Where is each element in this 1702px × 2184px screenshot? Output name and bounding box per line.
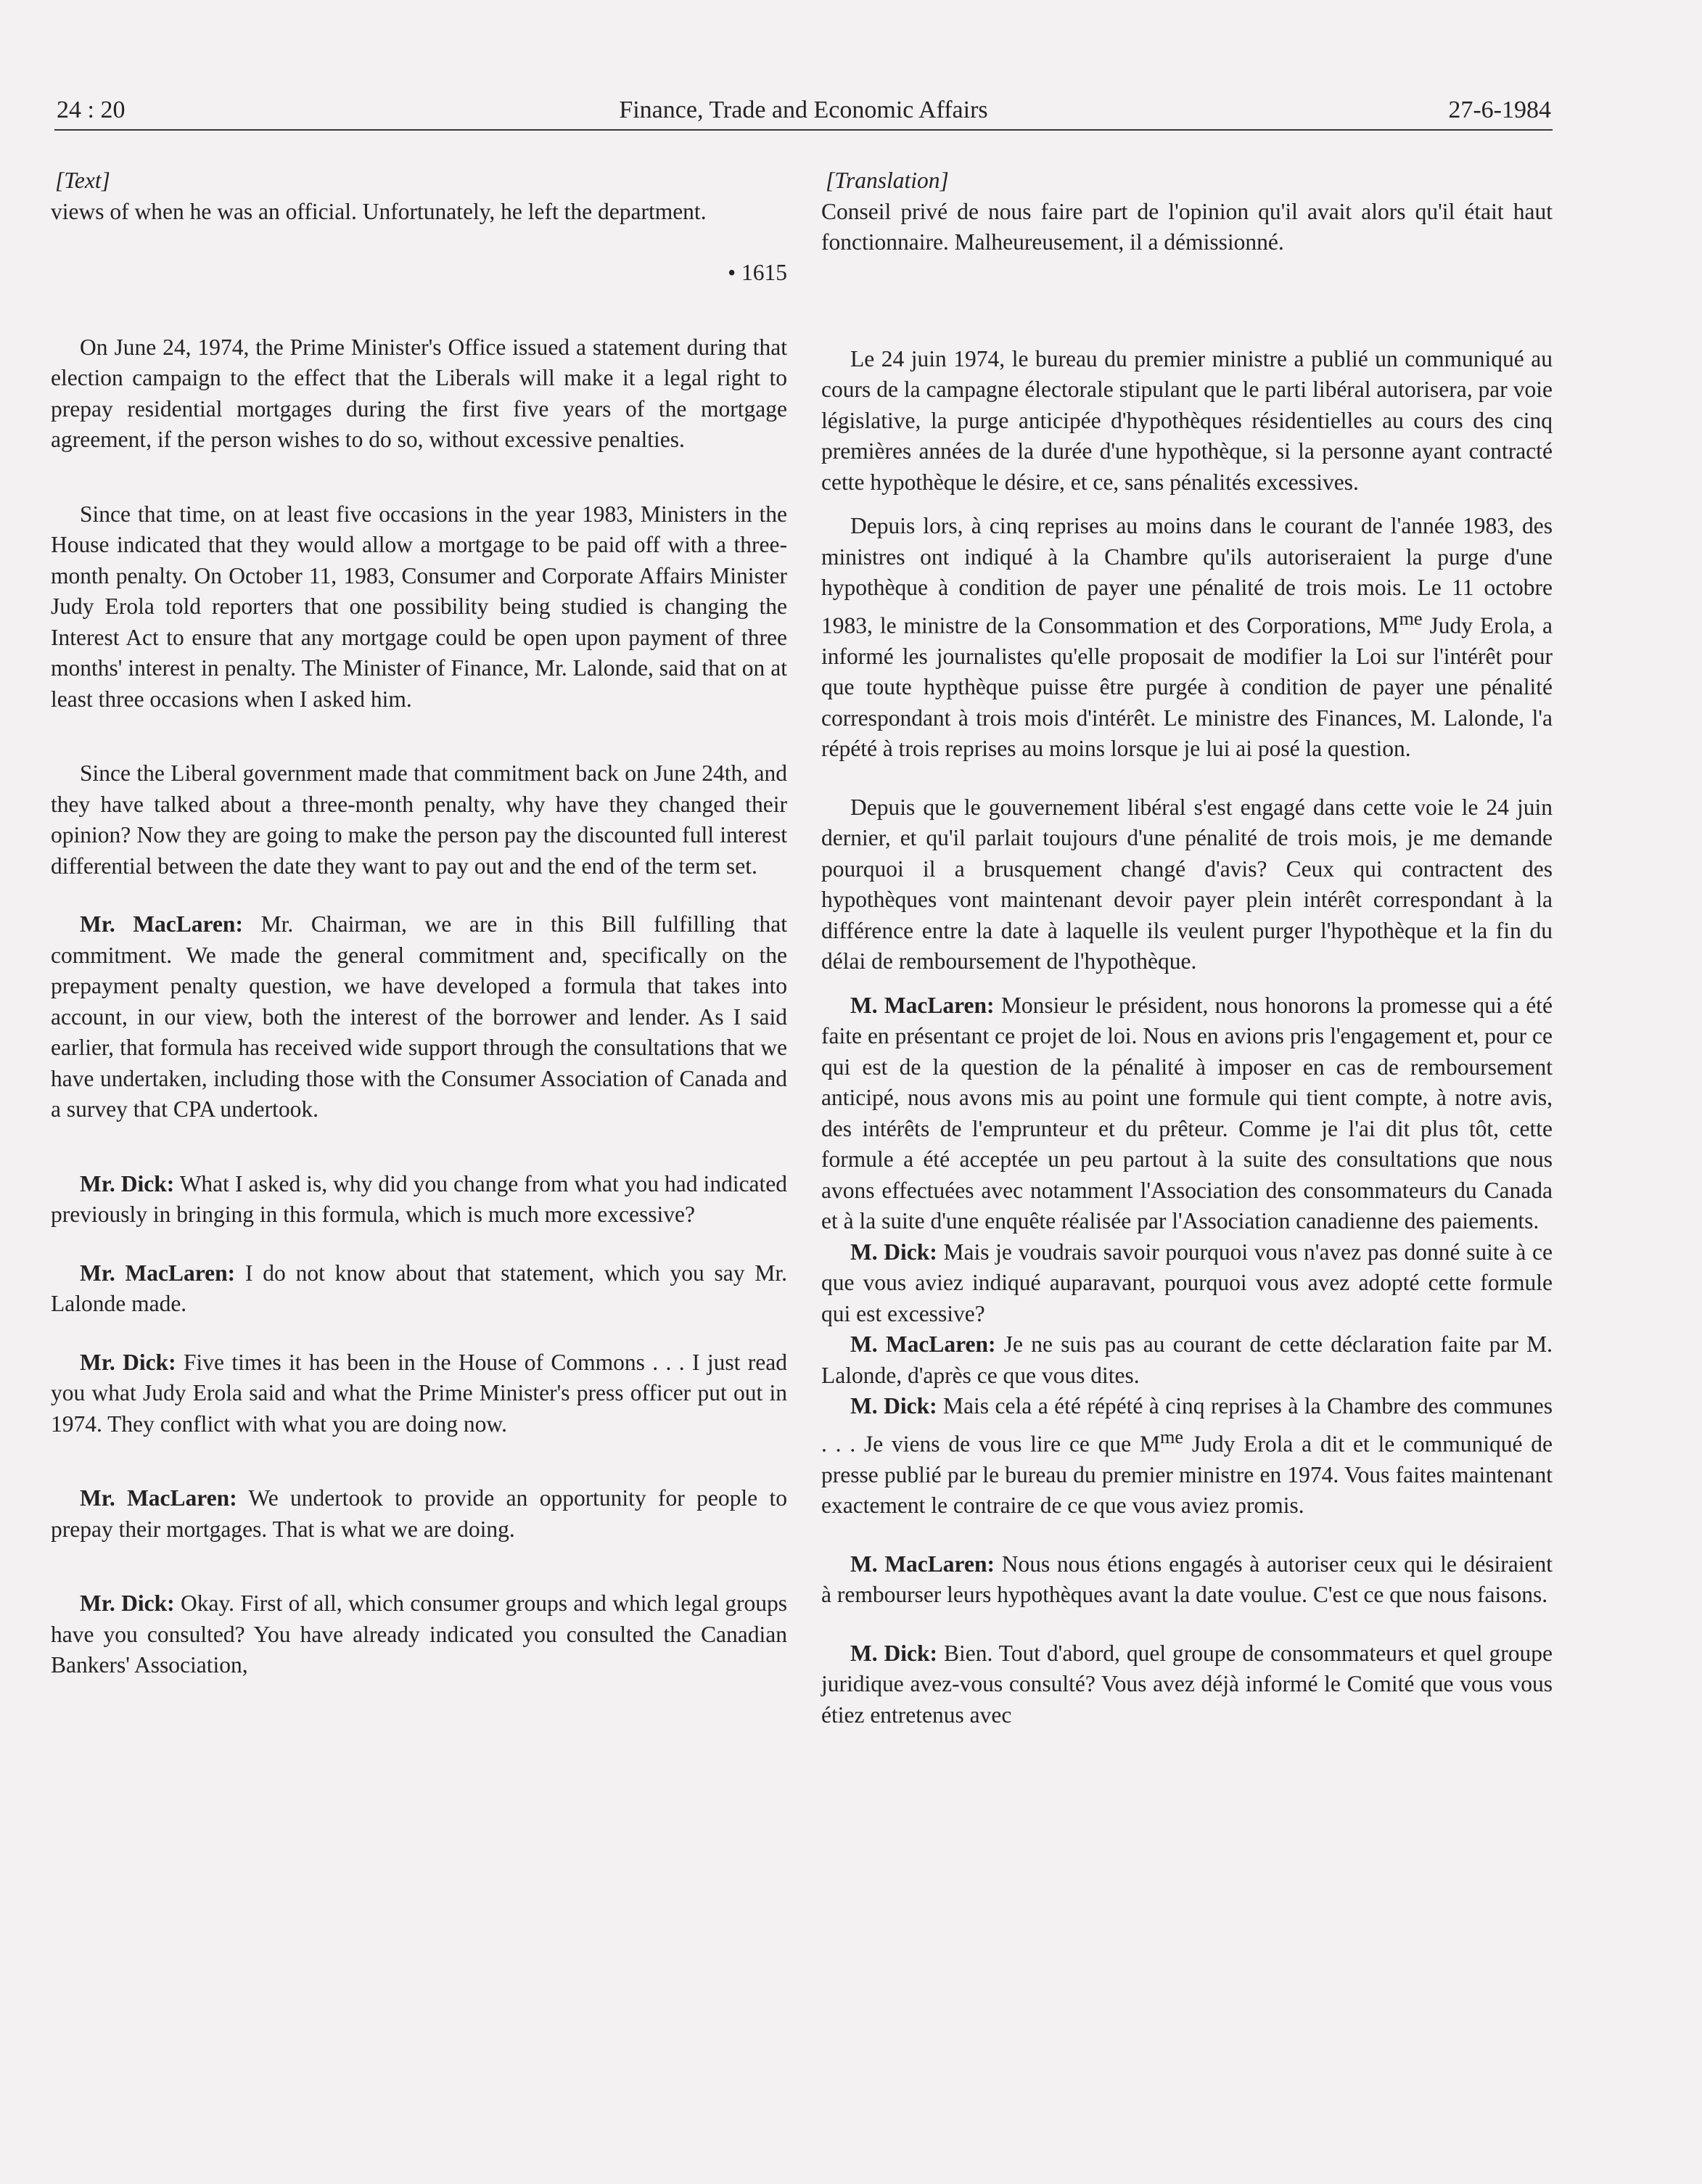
- english-speech: [51, 1258, 787, 1320]
- time-marker: • 1615: [728, 260, 787, 285]
- english-column: [51, 165, 787, 1681]
- speech-text: Five times it has been in the House of Commons . . . I just read you what Judy Erola said and what the Prime Minister's press officer put out in 1974. They conflict with what you are doing now.: [51, 1349, 788, 1437]
- speech-text: Okay. First of all, which consumer groups and which legal groups have you consulted? You have already indicated you consulted the Canadian Bankers' Association,: [51, 1590, 787, 1678]
- french-speech: [821, 1237, 1553, 1330]
- speech-text: Bien. Tout d'abord, quel groupe de consommateurs et quel groupe juridique avez-vous consulté? Vous avez déjà informé le Comité que vous vous étiez entretenus avec: [821, 1640, 1553, 1728]
- speech-text: We undertook to provide an opportunity for people to prepay their mortgages. That is what we are doing.: [51, 1485, 787, 1542]
- speech-text: Judy Erola a dit et le communiqué de presse publié par le bureau du premier ministre en 1974. Vous faites maintenant exactement le contraire de ce que vous aviez promis.: [821, 1431, 1553, 1518]
- paragraph-text: Depuis lors, à cinq reprises au moins dans le courant de l'année 1983, des ministres ont indiqué à la Chambre qu'ils autoriseraient la purge d'une hypothèque à condition de payer une pénalité de trois mois. Le 11 octobre 1983, le ministre de la Consommation et des Corporations, M: [821, 513, 1553, 638]
- speaker-name: Mr. Dick:: [80, 1590, 175, 1616]
- speaker-name: Mr. MacLaren:: [80, 1485, 237, 1511]
- french-paragraph: Le 24 juin 1974, le bureau du premier ministre a publié un communiqué au cours de la campagne électorale stipulant que le parti libéral autorisera, par voie législative, la purge anticipée d'hypothèques résidentielles au cours des cinq premières années de la durée d'une hypothèque, si la personne ayant contracté cette hypothèque le désire, et ce, sans pénalités excessives.: [821, 345, 1553, 495]
- english-speech: [51, 909, 787, 1125]
- speaker-name: Mr. MacLaren:: [80, 911, 243, 937]
- paragraph-text: Judy Erola, a informé les journalistes qu'elle proposait de modifier la Loi sur l'intérêt pour que toute hypthèque puisse être purgée à condition de payer une pénalité correspondant à trois mois d'intérêt. Le ministre des Finances, M. Lalonde, l'a répété à trois reprises au moins lorsque je lui ai posé la question.: [821, 612, 1553, 761]
- english-paragraph: views of when he was an official. Unfortunately, he left the department.: [51, 198, 707, 224]
- english-speech: [51, 1169, 787, 1231]
- speaker-name: M. Dick:: [850, 1393, 937, 1419]
- french-column-label: [Translation]: [826, 168, 949, 193]
- title-abbrev: me: [1399, 607, 1423, 629]
- speaker-name: M. Dick:: [850, 1239, 937, 1265]
- page-date: 27-6-1984: [1448, 97, 1551, 123]
- speaker-name: Mr. MacLaren:: [80, 1260, 236, 1286]
- speech-text: Monsieur le président, nous honorons la promesse qui a été faite en présentant ce projet de loi. Nous en avions pris l'engagement et, pour ce qui est de la question de la pénalité à imposer en cas de remboursement anticipé, nous avons mis au point une formule qui tient compte, à notre avis, des intérêts de l'emprunteur et du prêteur. Comme je l'ai dit plus tôt, cette formule a été acceptée un peu partout à la suite des consultations que nous avons effectuées avec notamment l'Association des consommateurs du Canada et à la suite d'une enquête réalisée par l'Association canadienne des paiements.: [821, 992, 1553, 1233]
- speaker-name: M. Dick:: [850, 1640, 938, 1666]
- english-speech: [51, 1347, 787, 1440]
- speaker-name: Mr. Dick:: [80, 1349, 176, 1375]
- speech-text: Nous nous étions engagés à autoriser ceux qui le désiraient à rembourser leurs hypothèques avant la date voulue. C'est ce que nous faisons.: [821, 1551, 1553, 1607]
- french-speech: [821, 1549, 1553, 1611]
- french-paragraph: Depuis que le gouvernement libéral s'est engagé dans cette voie le 24 juin dernier, et qu'il parlait toujours d'une pénalité de trois mois, je me demande pourquoi il a brusquement changé d'avis? Ceux qui contractent des hypothèques vont maintenant devoir payer plein intérêt correspondant à la différence entre la date à laquelle ils veulent purger l'hypothèque et la fin du délai de remboursement de l'hypothèque.: [821, 794, 1553, 974]
- english-paragraph: On June 24, 1974, the Prime Minister's Office issued a statement during that election campaign to the effect that the Liberals will make it a legal right to prepay residential mortgages during the first five years of the mortgage agreement, if the person wishes to do so, without excessive penalties.: [51, 334, 787, 452]
- speech-text: Mr. Chairman, we are in this Bill fulfilling that commitment. We made the general commitment and, specifically on the prepayment penalty question, we have developed a formula that takes into account, in our view, both the interest of the borrower and lender. As I said earlier, that formula has received wide support through the consultations that we have undertaken, including those with the Consumer Association of Canada and a survey that CPA undertook.: [51, 911, 787, 1122]
- french-speech: [821, 990, 1553, 1237]
- page-number: 24 : 20: [57, 97, 126, 123]
- page-header: [54, 93, 1553, 131]
- running-title: Finance, Trade and Economic Affairs: [619, 97, 988, 123]
- english-paragraph: Since the Liberal government made that commitment back on June 24th, and they have talked about a three-month penalty, why have they changed their opinion? Now they are going to make the person pay the discounted full interest differential between the date they want to pay out and the end of the term set.: [51, 760, 787, 879]
- english-paragraph: Since that time, on at least five occasions in the year 1983, Ministers in the House indicated that they would allow a mortgage to be paid off with a three-month penalty. On October 11, 1983, Consumer and Corporate Affairs Minister Judy Erola told reporters that one possibility being studied is changing the Interest Act to ensure that any mortgage could be open upon payment of three months' interest in penalty. The Minister of Finance, Mr. Lalonde, said that on at least three occasions when I asked him.: [51, 501, 787, 712]
- speaker-name: M. MacLaren:: [850, 1331, 996, 1357]
- english-speech: [51, 1588, 787, 1681]
- speech-text: Je ne suis pas au courant de cette déclaration faite par M. Lalonde, d'après ce que vous dites.: [821, 1331, 1553, 1388]
- french-column: [821, 165, 1553, 1731]
- speaker-name: M. MacLaren:: [850, 1551, 995, 1577]
- french-speech: [821, 1329, 1553, 1391]
- english-column-label: [Text]: [55, 168, 110, 193]
- speech-text: Mais je voudrais savoir pourquoi vous n'avez pas donné suite à ce que vous aviez indiqué auparavant, pourquoi vous avez adopté cette formule qui est excessive?: [821, 1239, 1553, 1326]
- english-speech: [51, 1483, 787, 1545]
- speaker-name: Mr. Dick:: [80, 1170, 175, 1196]
- title-abbrev: me: [1159, 1426, 1184, 1448]
- french-speech: [821, 1638, 1553, 1731]
- speech-text: Mais cela a été répété à cinq reprises à la Chambre des communes . . . Je viens de vous lire ce que M: [821, 1393, 1553, 1456]
- speech-text: I do not know about that statement, which you say Mr. Lalonde made.: [51, 1260, 787, 1316]
- speech-text: What I asked is, why did you change from what you had indicated previously in bringing in this formula, which is much more excessive?: [51, 1170, 788, 1227]
- french-speech: [821, 1391, 1553, 1522]
- french-paragraph: Conseil privé de nous faire part de l'opinion qu'il avait alors qu'il était haut fonctionnaire. Malheureusement, il a démissionné.: [821, 198, 1553, 255]
- french-paragraph: [821, 511, 1553, 765]
- speaker-name: M. MacLaren:: [850, 992, 995, 1018]
